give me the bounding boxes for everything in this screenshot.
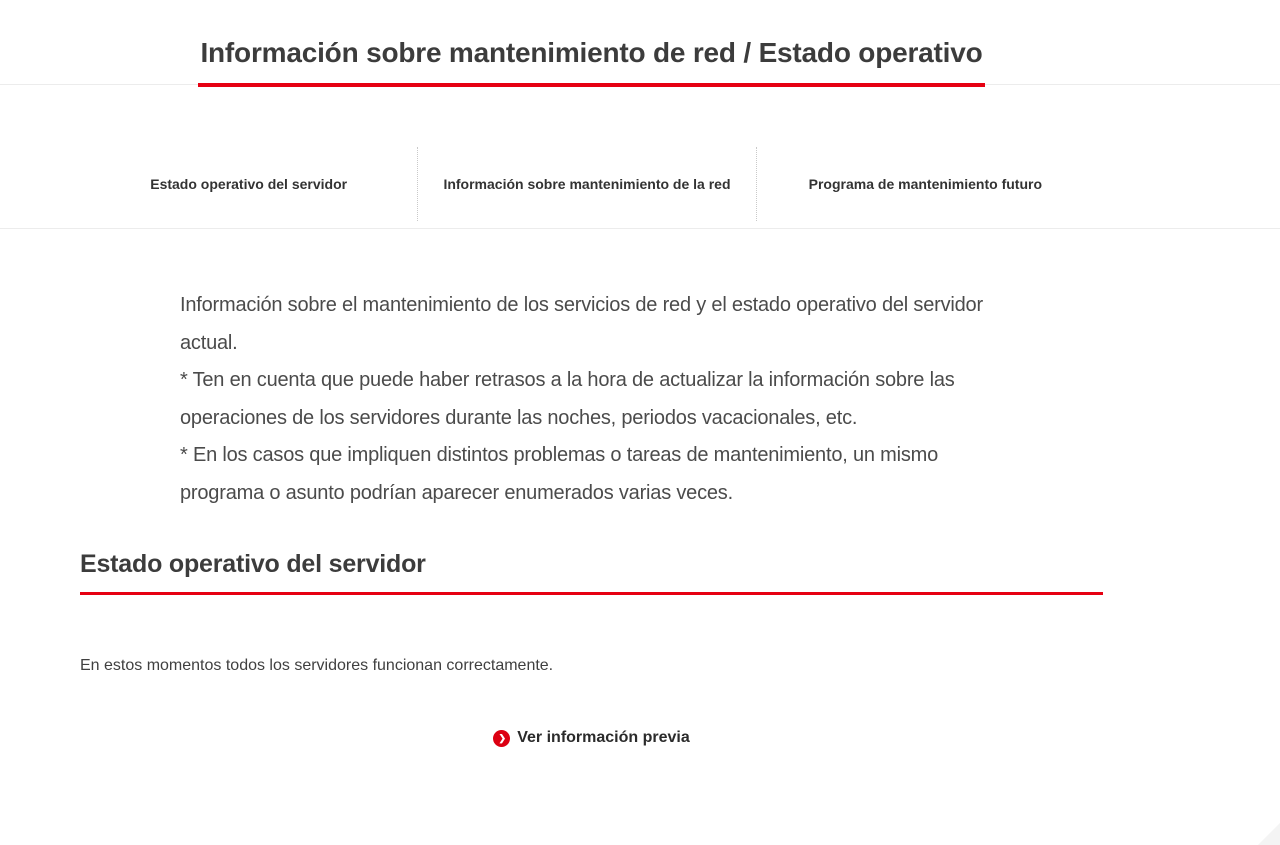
tab-network-maintenance-info[interactable]: Información sobre mantenimiento de la red <box>417 147 755 221</box>
tab-future-maintenance-schedule[interactable]: Programa de mantenimiento futuro <box>756 147 1094 221</box>
tab-server-status[interactable]: Estado operativo del servidor <box>150 176 348 192</box>
server-status-section <box>80 550 1103 675</box>
server-status-text: En estos momentos todos los servidores funcionan correctamente. <box>80 656 554 674</box>
chevron-right-circle-icon: ❯ <box>493 730 510 747</box>
section-nav <box>0 85 1280 229</box>
previous-info-link[interactable] <box>493 729 690 747</box>
previous-info-link-label: Ver información previa <box>517 729 690 747</box>
window-resize-grip[interactable] <box>1258 823 1280 845</box>
intro-note-delays: * Ten en cuenta que puede haber retrasos a la hora de actualizar la información sobre las operaciones de los servidores durante las noches, periodos vacacionales, etc. <box>180 369 955 429</box>
page-header <box>0 0 1280 85</box>
intro-note-duplicates: * En los casos que impliquen distintos problemas o tareas de mantenimiento, un mismo programa o asunto podrían aparecer enumerados varias veces. <box>180 444 939 504</box>
tab-group <box>80 85 1094 221</box>
intro-paragraph: Información sobre el mantenimiento de los servicios de red y el estado operativo del servidor actual. <box>180 294 983 354</box>
page-title-wrap <box>80 36 1103 87</box>
intro-text <box>180 287 1006 512</box>
previous-info-link-row <box>80 728 1103 748</box>
page-title: Información sobre mantenimiento de red / Estado operativo <box>198 36 984 87</box>
main-content <box>0 287 1280 747</box>
section-heading: Estado operativo del servidor <box>80 550 426 578</box>
section-heading-rule <box>80 592 1103 595</box>
